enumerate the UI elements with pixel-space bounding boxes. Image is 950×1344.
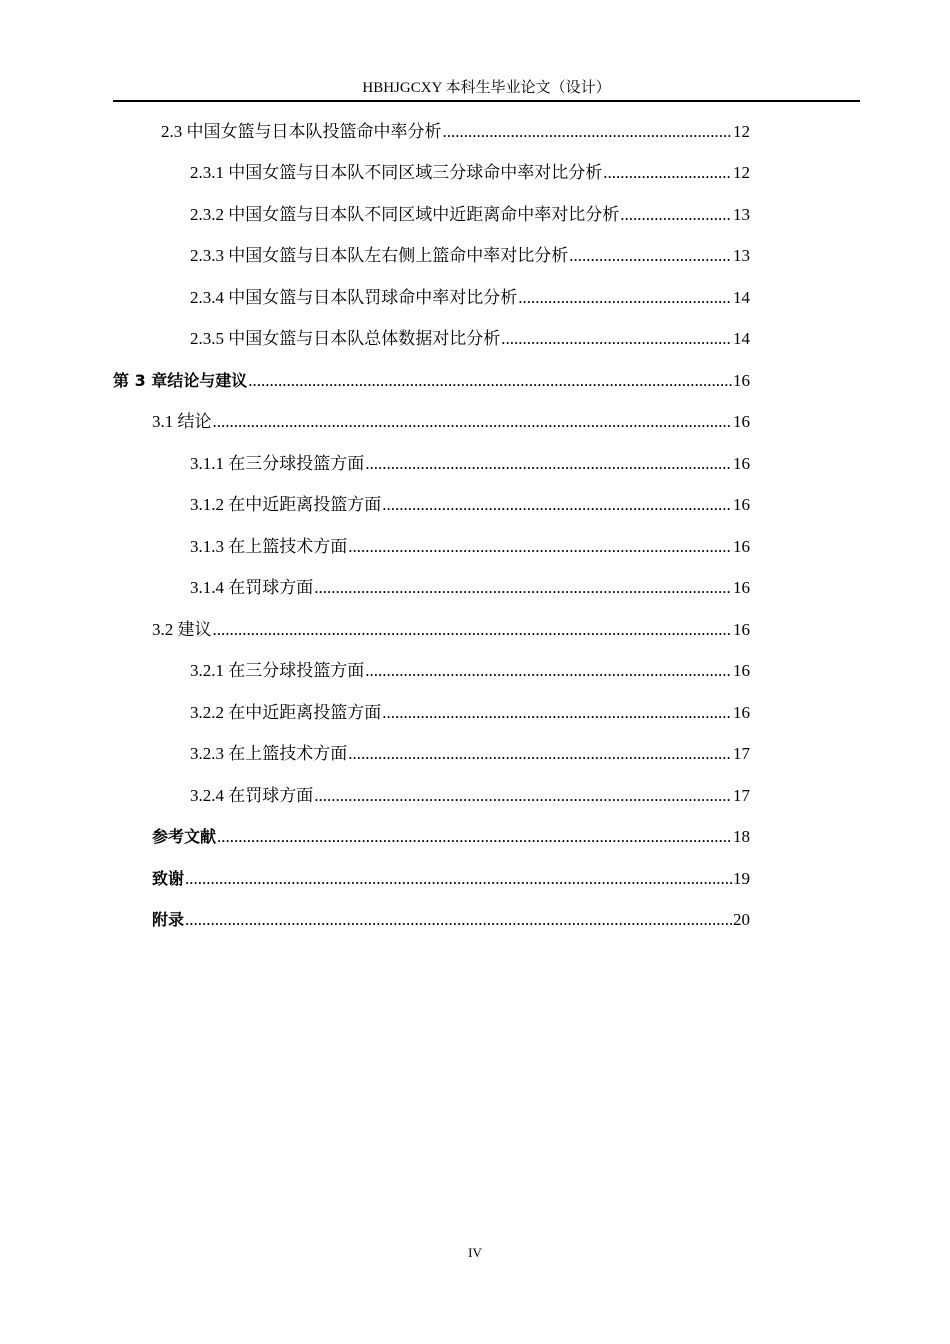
toc-leader-dots <box>501 327 732 351</box>
toc-entry-title: 第 3 章结论与建议 <box>113 371 248 390</box>
toc-leader-dots <box>603 161 732 185</box>
toc-entry-page: 16 <box>733 412 750 431</box>
toc-entry-title: 2.3.2 中国女篮与日本队不同区域中近距离命中率对比分析 <box>190 205 620 224</box>
toc-entry-page: 16 <box>733 578 750 597</box>
toc-entry-title: 3.2 建议 <box>152 620 212 639</box>
toc-entry-references[interactable] <box>152 825 750 849</box>
toc-entry-page: 13 <box>733 205 750 224</box>
toc-leader-dots <box>569 244 732 268</box>
toc-entry-acknowledgements[interactable] <box>152 867 750 891</box>
toc-leader-dots <box>518 286 732 310</box>
toc-entry-page: 16 <box>733 371 750 390</box>
toc-leader-dots <box>213 410 733 434</box>
toc-leader-dots <box>382 493 732 517</box>
toc-leader-dots <box>314 576 732 600</box>
toc-leader-dots <box>365 452 732 476</box>
toc-entry-chapter[interactable] <box>113 369 750 393</box>
toc-leader-dots <box>217 825 732 849</box>
toc-leader-dots <box>185 867 732 891</box>
toc-entry-title: 2.3.1 中国女篮与日本队不同区域三分球命中率对比分析 <box>190 163 603 182</box>
toc-entry-title: 3.1.3 在上篮技术方面 <box>190 537 348 556</box>
toc-entry-title: 2.3.4 中国女篮与日本队罚球命中率对比分析 <box>190 288 518 307</box>
toc-leader-dots <box>185 908 732 932</box>
toc-entry-page: 14 <box>733 288 750 307</box>
toc-entry-title: 2.3.3 中国女篮与日本队左右侧上篮命中率对比分析 <box>190 246 569 265</box>
toc-entry-page: 18 <box>733 827 750 846</box>
toc-entry-title: 2.3.5 中国女篮与日本队总体数据对比分析 <box>190 329 501 348</box>
toc-entry[interactable] <box>190 659 750 683</box>
toc-entry-title: 3.1.2 在中近距离投篮方面 <box>190 495 382 514</box>
toc-leader-dots <box>365 659 732 683</box>
toc-leader-dots <box>314 784 732 808</box>
toc-entry-page: 12 <box>733 163 750 182</box>
toc-entry[interactable] <box>190 286 750 310</box>
toc-entry[interactable] <box>190 244 750 268</box>
page-number: IV <box>468 1245 482 1260</box>
toc-leader-dots <box>620 203 732 227</box>
toc-entry-title: 3.1 结论 <box>152 412 212 431</box>
toc-entry[interactable] <box>190 452 750 476</box>
toc-entry-page: 16 <box>733 454 750 473</box>
toc-entry-page: 12 <box>733 122 750 141</box>
toc-entry-title: 3.2.4 在罚球方面 <box>190 786 314 805</box>
toc-entry-page: 16 <box>733 661 750 680</box>
toc-entry[interactable] <box>152 618 750 642</box>
toc-entry[interactable] <box>190 742 750 766</box>
toc-entry[interactable] <box>161 120 750 144</box>
toc-leader-dots <box>443 120 733 144</box>
toc-entry-title: 3.1.4 在罚球方面 <box>190 578 314 597</box>
toc-entry-title: 3.2.1 在三分球投篮方面 <box>190 661 365 680</box>
toc-entry-page: 20 <box>733 910 750 929</box>
toc-entry-page: 13 <box>733 246 750 265</box>
toc-entry-title: 致谢 <box>152 869 185 888</box>
toc-entry[interactable] <box>190 784 750 808</box>
toc-leader-dots <box>382 701 732 725</box>
toc-entry-title: 附录 <box>152 910 185 929</box>
toc-entry[interactable] <box>190 701 750 725</box>
toc-entry-title: 3.2.2 在中近距离投篮方面 <box>190 703 382 722</box>
toc-entry[interactable] <box>190 493 750 517</box>
toc-entry-appendix[interactable] <box>152 908 750 932</box>
toc-entry[interactable] <box>190 535 750 559</box>
toc-entry-page: 19 <box>733 869 750 888</box>
toc-entry[interactable] <box>152 410 750 434</box>
page-header: HBHJGCXY 本科生毕业论文（设计） <box>362 80 611 96</box>
toc-entry[interactable] <box>190 327 750 351</box>
toc-entry[interactable] <box>190 203 750 227</box>
toc-entry-title: 3.2.3 在上篮技术方面 <box>190 744 348 763</box>
toc-entry-page: 17 <box>733 744 750 763</box>
toc-entry-page: 16 <box>733 537 750 556</box>
toc-entry-page: 16 <box>733 620 750 639</box>
toc-leader-dots <box>248 369 732 393</box>
toc-leader-dots <box>213 618 733 642</box>
toc-entry[interactable] <box>190 161 750 185</box>
toc-entry-page: 14 <box>733 329 750 348</box>
toc-entry-page: 17 <box>733 786 750 805</box>
toc-entry-title: 3.1.1 在三分球投篮方面 <box>190 454 365 473</box>
toc-leader-dots <box>348 535 732 559</box>
toc-entry-title: 2.3 中国女篮与日本队投篮命中率分析 <box>161 122 442 141</box>
toc-entry-page: 16 <box>733 703 750 722</box>
toc-leader-dots <box>348 742 732 766</box>
toc-entry-page: 16 <box>733 495 750 514</box>
toc-entry-title: 参考文献 <box>152 827 217 846</box>
toc-entry[interactable] <box>190 576 750 600</box>
